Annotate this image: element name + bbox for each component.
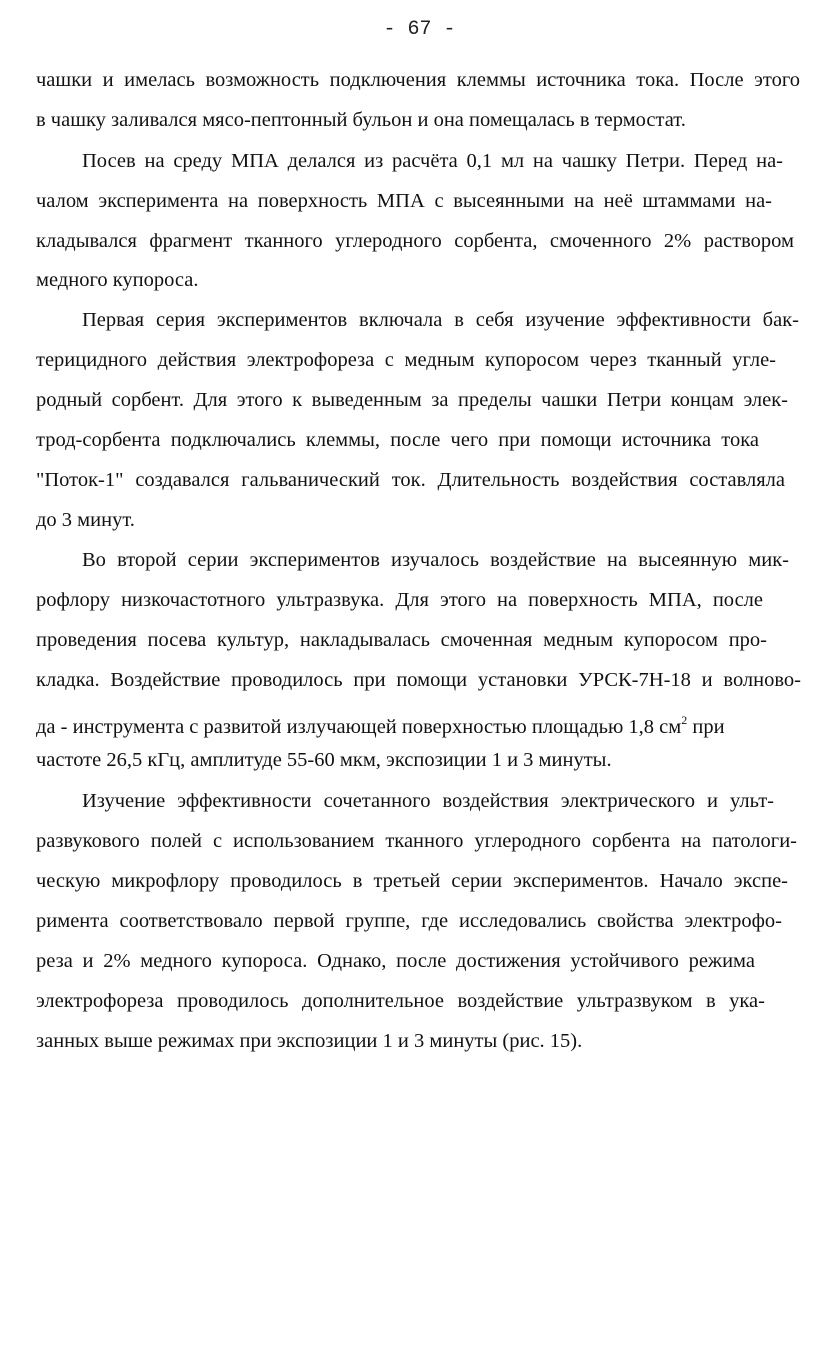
text-line: медного купороса. — [36, 269, 199, 291]
text-line: римента соответствовало первой группе, где исследовались свойства электрофо- — [36, 910, 782, 932]
superscript: 2 — [681, 713, 688, 727]
text-line: рофлору низкочастотного ультразвука. Для этого на поверхность МПА, после — [36, 589, 763, 611]
text-line: Во второй серии экспериментов изучалось воздействие на высеянную мик- — [82, 549, 789, 571]
text-line: занных выше режимах при экспозиции 1 и 3 минуты (рис. 15). — [36, 1030, 583, 1052]
page-number: - 67 - — [383, 18, 456, 41]
text-line: трод-сорбента подключались клеммы, после чего при помощи источника тока — [36, 429, 759, 451]
text-line: кладка. Воздействие проводилось при помощи установки УРСК-7Н-18 и волново- — [36, 669, 801, 691]
text-line: частоте 26,5 кГц, амплитуде 55-60 мкм, экспозиции 1 и 3 минуты. — [36, 749, 612, 771]
text-line: "Поток-1" создавался гальванический ток. Длительность воздействия составляла — [36, 469, 785, 491]
text-segment: да - инструмента с развитой излучающей поверхностью площадью 1,8 см — [36, 716, 682, 738]
text-line: терицидного действия электрофореза с медным купоросом через тканный угле- — [36, 349, 776, 371]
text-line: Первая серия экспериментов включала в себя изучение эффективности бак- — [82, 309, 799, 331]
text-line: родный сорбент. Для этого к выведенным за пределы чашки Петри концам элек- — [36, 389, 788, 411]
text-line: проведения посева культур, накладывалась смоченная медным купоросом про- — [36, 629, 767, 651]
text-line: до 3 минут. — [36, 509, 135, 531]
text-line: Посев на среду МПА делался из расчёта 0,1 мл на чашку Петри. Перед на- — [82, 150, 783, 172]
text-segment: при — [687, 716, 725, 738]
text-line — [36, 708, 725, 739]
text-line: в чашку заливался мясо-пептонный бульон и она помещалась в термостат. — [36, 109, 686, 131]
text-line: реза и 2% медного купороса. Однако, после достижения устойчивого режима — [36, 950, 755, 972]
text-line: развукового полей с использованием тканного углеродного сорбента на патологи- — [36, 830, 797, 852]
text-line: чашки и имелась возможность подключения клеммы источника тока. После этого — [36, 69, 800, 91]
text-line: ческую микрофлору проводилось в третьей серии экспериментов. Начало экспе- — [36, 870, 788, 892]
text-line: электрофореза проводилось дополнительное воздействие ультразвуком в ука- — [36, 990, 765, 1012]
text-line: кладывался фрагмент тканного углеродного сорбента, смоченного 2% раствором — [36, 230, 794, 252]
text-line: чалом эксперимента на поверхность МПА с высеянными на неё штаммами на- — [36, 190, 772, 212]
text-line: Изучение эффективности сочетанного воздействия электрического и ульт- — [82, 790, 774, 812]
